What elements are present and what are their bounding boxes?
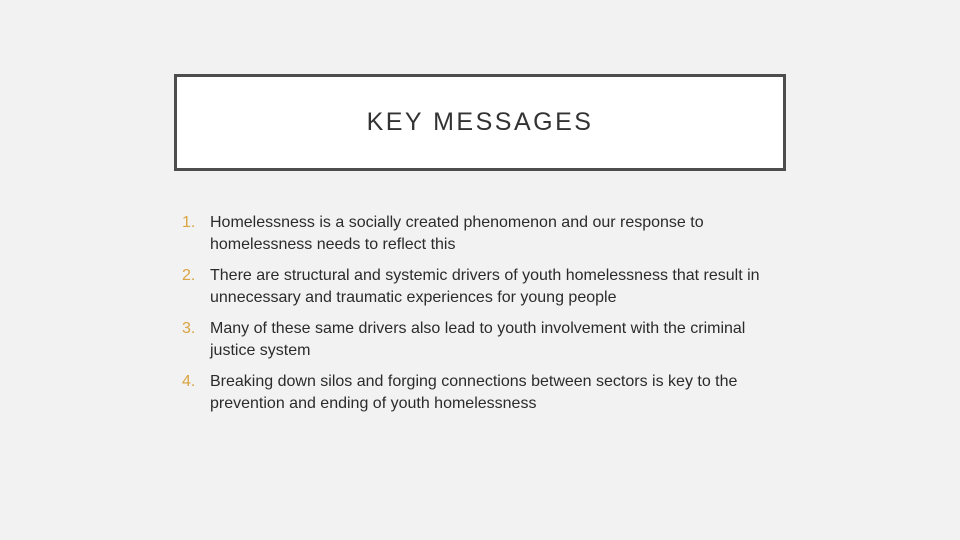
message-text: There are structural and systemic drivers of youth homelessness that result in unnecessary and traumatic experiences for young people [210,267,760,306]
message-number: 4. [182,373,196,390]
message-number: 3. [182,320,196,337]
message-text: Many of these same drivers also lead to youth involvement with the criminal justice system [210,320,746,359]
key-messages-list [182,212,782,424]
message-number: 2. [182,267,196,284]
title-box [174,74,786,171]
message-text: Breaking down silos and forging connections between sectors is key to the prevention and ending of youth homelessness [210,373,738,412]
message-text: Homelessness is a socially created phenomenon and our response to homelessness needs to reflect this [210,214,704,253]
message-item-4 [182,371,782,414]
message-item-2 [182,265,782,308]
message-item-3 [182,318,782,361]
slide-title: KEY MESSAGES [366,108,594,136]
message-number: 1. [182,214,196,231]
message-item-1 [182,212,782,255]
